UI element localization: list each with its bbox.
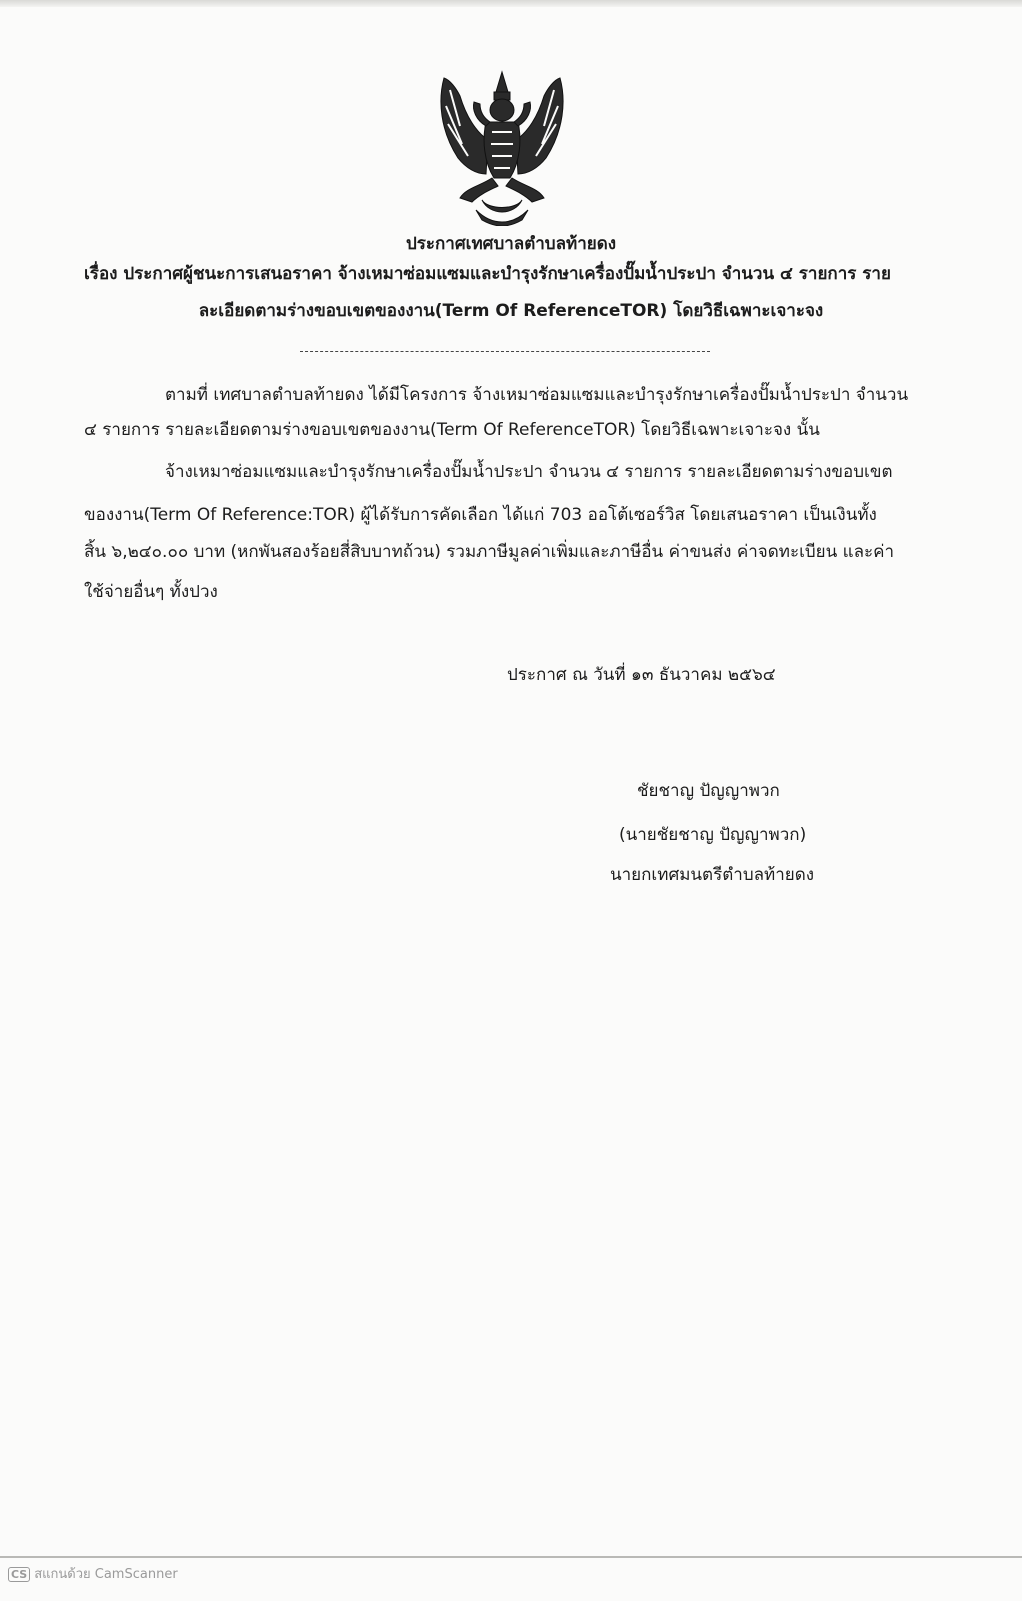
subject-line-2: ละเอียดตามร่างขอบเขตของงาน(Term Of ReferenceTOR) โดยวิธีเฉพาะเจาะจง [198, 301, 824, 321]
signature-name: ชัยชาญ ปัญญาพวก [637, 781, 780, 801]
body-line-5: สิ้น ๖,๒๔๐.๐๐ บาท (หกพันสองร้อยสี่สิบบาทถ้วน) รวมภาษีมูลค่าเพิ่มและภาษีอื่น ค่าขนส่ง ค่าจดทะเบียน และค่า [84, 542, 895, 562]
announcement-date: ประกาศ ณ วันที่ ๑๓ ธันวาคม ๒๕๖๔ [507, 665, 776, 685]
scan-top-edge [0, 0, 1022, 7]
body-line-3: จ้างเหมาซ่อมแซมและบำรุงรักษาเครื่องปั๊มน้ำประปา จำนวน ๔ รายการ รายละเอียดตามร่างขอบเขต [165, 462, 893, 482]
signer-printed-name: (นายชัยชาญ ปัญญาพวก) [619, 825, 807, 845]
body-line-6: ใช้จ่ายอื่นๆ ทั้งปวง [84, 582, 218, 602]
signer-position: นายกเทศมนตรีตำบลท้ายดง [610, 865, 815, 885]
camscanner-text: สแกนด้วย CamScanner [34, 1567, 178, 1582]
scan-bottom-rule [0, 1556, 1022, 1558]
dashed-separator [300, 351, 710, 352]
subject-line-1: เรื่อง ประกาศผู้ชนะการเสนอราคา จ้างเหมาซ่อมแซมและบำรุงรักษาเครื่องปั๊มน้ำประปา จำนวน ๔ รายการ ราย [84, 264, 891, 284]
garuda-emblem-icon [436, 70, 568, 226]
camscanner-watermark [8, 1566, 178, 1584]
camscanner-logo-icon: CS [8, 1567, 30, 1582]
body-line-4: ของงาน(Term Of Reference:TOR) ผู้ได้รับการคัดเลือก ได้แก่ 703 ออโต้เซอร์วิส โดยเสนอราคา เป็นเงินทั้ง [84, 505, 877, 525]
body-line-1: ตามที่ เทศบาลตำบลท้ายดง ได้มีโครงการ จ้างเหมาซ่อมแซมและบำรุงรักษาเครื่องปั๊มน้ำประปา จำนวน [165, 385, 909, 405]
body-line-2: ๔ รายการ รายละเอียดตามร่างขอบเขตของงาน(Term Of ReferenceTOR) โดยวิธีเฉพาะเจาะจง นั้น [84, 420, 820, 440]
document-heading: ประกาศเทศบาลตำบลท้ายดง [405, 234, 617, 254]
